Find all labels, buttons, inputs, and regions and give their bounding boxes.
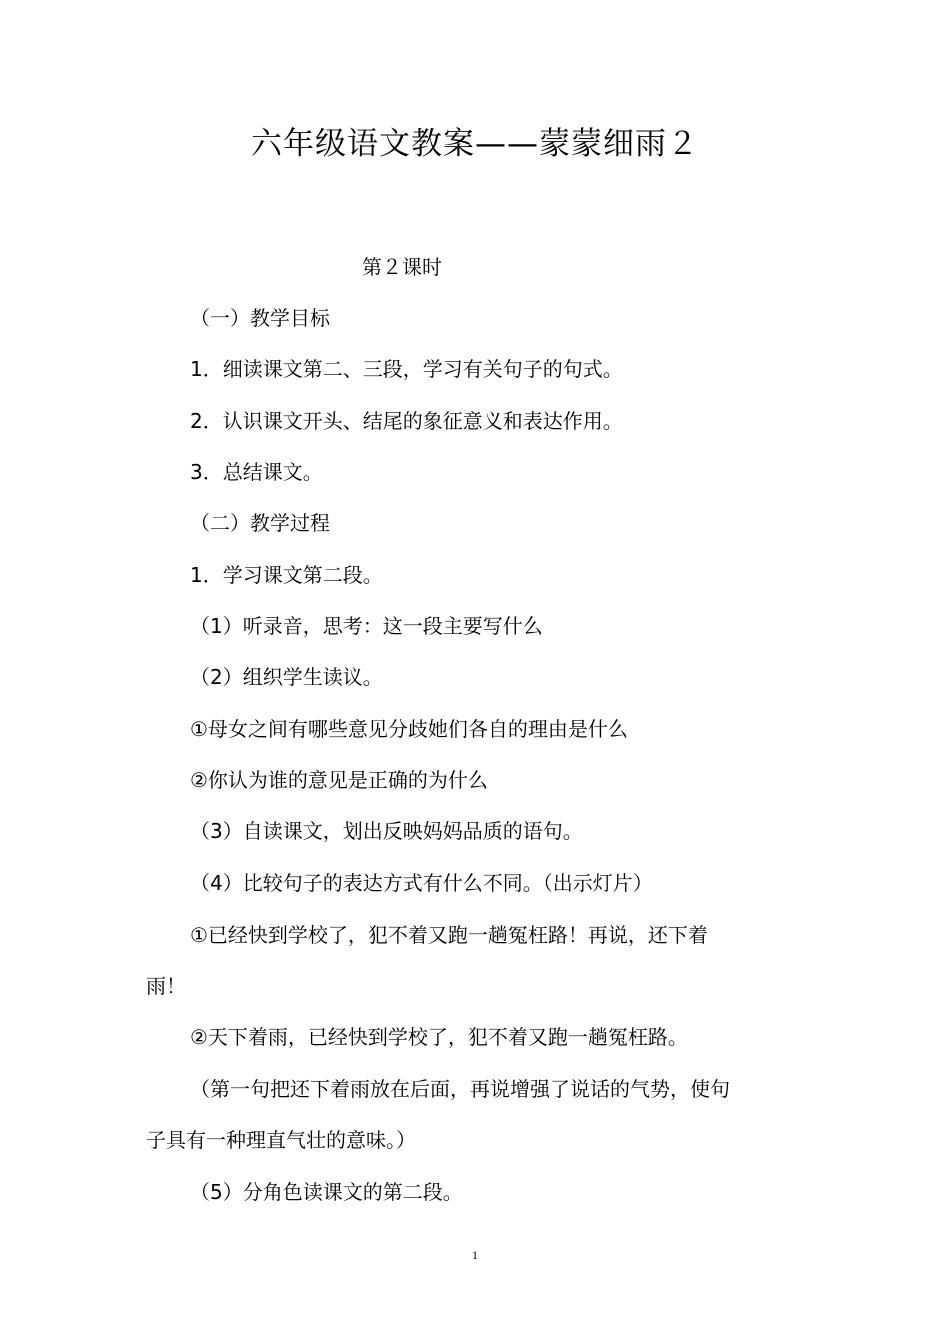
process-item: （1）听录音，思考：这一段主要写什么 [190, 614, 543, 638]
objective-item: 1．细读课文第二、三段，学习有关句子的句式。 [190, 357, 623, 381]
objective-item: 2．认识课文开头、结尾的象征意义和表达作用。 [190, 409, 623, 433]
process-item: （2）组织学生读议。 [190, 665, 383, 689]
explanation-note-continued: 子具有一种理直气壮的意味。） [146, 1128, 416, 1152]
process-item: 1．学习课文第二段。 [190, 563, 383, 587]
document-title: 六年级语文教案——蒙蒙细雨２ [251, 126, 699, 162]
example-sentence-continued: 雨！ [146, 974, 186, 998]
process-item: （3）自读课文，划出反映妈妈品质的语句。 [190, 819, 583, 843]
explanation-note: （第一句把还下着雨放在后面，再说增强了说话的气势，使句 [190, 1077, 730, 1101]
section-heading-process: （二）教学过程 [190, 511, 330, 535]
section-heading-objectives: （一）教学目标 [190, 306, 330, 330]
lesson-subtitle: 第２课时 [362, 255, 442, 279]
example-sentence: ②天下着雨，已经快到学校了，犯不着又跑一趟冤枉路。 [190, 1025, 688, 1049]
process-item: （4）比较句子的表达方式有什么不同。（出示灯片） [190, 871, 653, 895]
process-question: ②你认为谁的意见是正确的为什么 [190, 768, 488, 792]
process-item: （5）分角色读课文的第二段。 [190, 1180, 463, 1204]
page-number: 1 [472, 1248, 478, 1262]
example-sentence: ①已经快到学校了，犯不着又跑一趟冤枉路！再说，还下着 [190, 923, 708, 947]
process-question: ①母女之间有哪些意见分歧她们各自的理由是什么 [190, 717, 628, 741]
objective-item: 3．总结课文。 [190, 460, 323, 484]
